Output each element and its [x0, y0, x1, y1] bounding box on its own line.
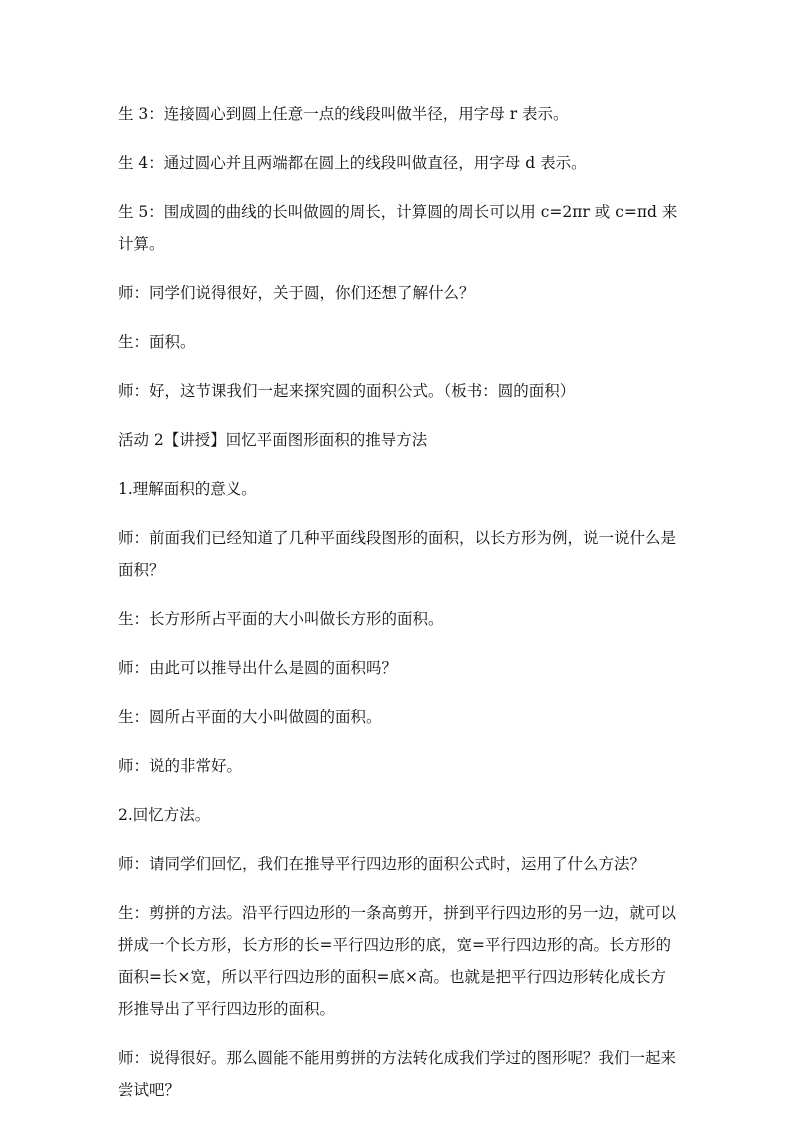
- paragraph-teacher-circle-area: 师：由此可以推导出什么是圆的面积吗？: [118, 659, 398, 677]
- paragraph-student-answer-area: 生：面积。: [118, 333, 196, 351]
- paragraph-student-cut-method: 生：剪拼的方法。沿平行四边形的一条高剪开，拼到平行四边形的另一边，就可以拼成一个长方形，长方形的长=平行四边形的底，宽=平行四边形的高。长方形的面积=长×宽，所以平行四边形的面积=底×高。也就是把平行四边形转化成长方形推导出了平行四边形的面积。: [118, 904, 677, 1018]
- paragraph-teacher-try: 师：说得很好。那么圆能不能用剪拼的方法转化成我们学过的图形呢？我们一起来尝试吧？: [118, 1049, 677, 1099]
- section-heading-activity-2: 活动 2【讲授】回忆平面图形面积的推导方法: [118, 431, 428, 449]
- paragraph-student-3: 生 3：连接圆心到圆上任意一点的线段叫做半径，用字母 r 表示。: [118, 105, 569, 123]
- paragraph-teacher-question: 师：同学们说得很好，关于圆，你们还想了解什么？: [118, 284, 475, 302]
- paragraph-student-4: 生 4：通过圆心并且两端都在圆上的线段叫做直径，用字母 d 表示。: [118, 154, 587, 172]
- subheading-recall-method: 2.回忆方法。: [118, 806, 211, 824]
- paragraph-teacher-intro: 师：好，这节课我们一起来探究圆的面积公式。（板书：圆的面积）: [118, 382, 576, 400]
- paragraph-student-circle-area: 生：圆所占平面的大小叫做圆的面积。: [118, 708, 382, 726]
- paragraph-student-5: 生 5：围成圆的曲线的长叫做圆的周长，计算圆的周长可以用 c=2πr 或 c=πd 来计算。: [118, 203, 678, 253]
- paragraph-teacher-recall: 师：请同学们回忆，我们在推导平行四边形的面积公式时，运用了什么方法？: [118, 855, 646, 873]
- document-body: [118, 98, 678, 1123]
- paragraph-teacher-praise: 师：说的非常好。: [118, 757, 243, 775]
- paragraph-teacher-what-is-area: 师：前面我们已经知道了几种平面线段图形的面积，以长方形为例，说一说什么是面积？: [118, 529, 677, 579]
- paragraph-student-rectangle-area: 生：长方形所占平面的大小叫做长方形的面积。: [118, 610, 444, 628]
- subheading-understand-area: 1.理解面积的意义。: [118, 480, 257, 498]
